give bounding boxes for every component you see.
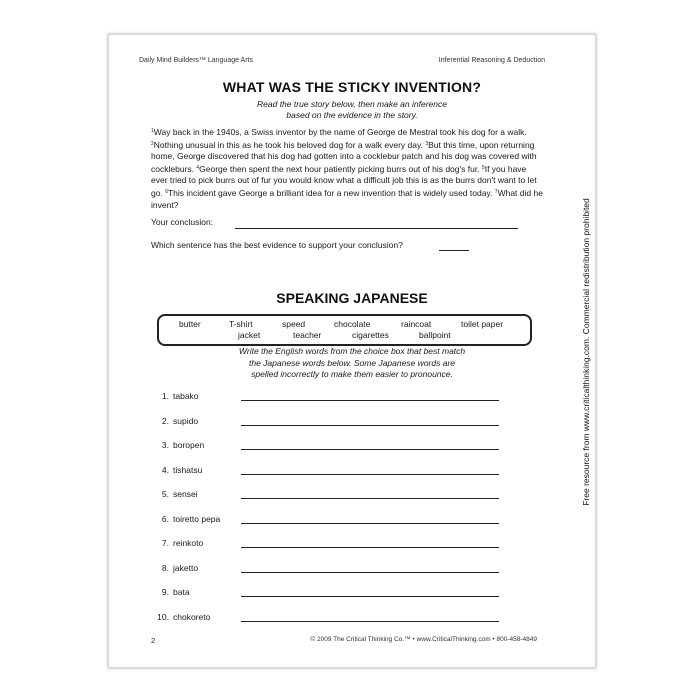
answer-line[interactable] — [241, 425, 499, 426]
story-sentence: This incident gave George a brilliant idea for a new invention that is widely used today. — [167, 187, 495, 198]
sentence-number: 3 — [425, 140, 429, 147]
japanese-word: jaketto — [173, 562, 199, 573]
answer-line[interactable] — [241, 596, 499, 597]
evidence-answer-line[interactable] — [439, 250, 469, 251]
answer-line[interactable] — [241, 474, 499, 475]
japanese-instructions — [109, 346, 595, 381]
sticky-invention-instructions — [109, 99, 595, 121]
list-item — [153, 587, 190, 597]
list-item — [153, 416, 198, 426]
choice-word: chocolate — [334, 319, 371, 329]
choice-word: toilet paper — [461, 319, 504, 329]
japanese-word: supido — [173, 415, 199, 426]
choice-word: butter — [179, 319, 201, 329]
answer-line[interactable] — [241, 621, 499, 622]
item-number: 3. — [161, 440, 169, 450]
instruction-line: Read the true story below, then make an inference — [257, 99, 447, 109]
list-item — [153, 489, 198, 499]
header-left: Daily Mind Builders™ Language Arts — [139, 57, 254, 64]
choice-box — [157, 314, 532, 346]
japanese-word: chokoreto — [173, 611, 211, 622]
sentence-number: 4 — [196, 164, 200, 171]
choice-word: cigarettes — [352, 330, 389, 340]
story-paragraph — [151, 126, 544, 211]
japanese-word: tabako — [173, 391, 199, 401]
choice-word: T-shirt — [229, 319, 253, 329]
conclusion-label: Your conclusion: — [151, 217, 214, 227]
redistribution-notice: Free resource from www.criticalthinking.com. Commercial redistribution prohibited — [581, 198, 591, 506]
item-number: 8. — [161, 562, 169, 573]
answer-line[interactable] — [241, 498, 499, 499]
instruction-line: the Japanese words below. Some Japanese words are — [248, 357, 455, 368]
worksheet-page — [108, 34, 596, 668]
choice-word: raincoat — [401, 319, 432, 329]
story-sentence: If you have ever tried to pick burrs out of fur you would know what a difficult job this is as the burrs don't want to let go. — [151, 163, 537, 198]
story-sentence: What did he invent? — [151, 187, 543, 210]
list-item — [153, 514, 220, 524]
list-item — [153, 612, 210, 622]
sentence-number: 6 — [165, 188, 168, 195]
list-item — [153, 440, 204, 450]
sticky-invention-title: WHAT WAS THE STICKY INVENTION? — [222, 79, 482, 95]
choice-word: jacket — [238, 330, 261, 340]
answer-line[interactable] — [241, 400, 499, 401]
japanese-word: boropen — [173, 440, 205, 450]
item-number: 2. — [161, 415, 169, 426]
story-sentence: But this time, upon returning home, George discovered that his dog had gotten into a cocklebur patch and his dog was covered with cockleburs. — [151, 139, 537, 174]
list-item — [153, 538, 203, 548]
choice-word: speed — [282, 319, 306, 329]
sentence-number: 1 — [151, 128, 154, 134]
item-number: 4. — [161, 464, 169, 475]
story-sentence: Way back in the 1940s, a Swiss inventor by the name of George de Mestral took his dog for a walk. — [153, 127, 527, 137]
item-number: 1. — [161, 391, 169, 401]
instruction-line: Write the English words from the choice box that best match — [238, 346, 466, 356]
sentence-number: 5 — [481, 164, 485, 171]
choice-word: ballpoint — [419, 330, 451, 340]
copyright-footer: © 2009 The Critical Thinking Co.™ • www.CriticalThinking.com • 800-458-4849 — [310, 636, 537, 643]
japanese-word: bata — [173, 587, 190, 597]
instruction-line: based on the evidence in the story. — [286, 110, 418, 120]
evidence-question: Which sentence has the best evidence to support your conclusion? — [151, 240, 403, 250]
sentence-number: 2 — [151, 140, 154, 147]
sentence-number: 7 — [494, 188, 498, 195]
page-number: 2 — [151, 636, 156, 645]
japanese-word: reinkoto — [173, 538, 204, 548]
instruction-line: spelled incorrectly to make them easier to pronounce. — [251, 369, 453, 379]
answer-line[interactable] — [241, 547, 499, 548]
answer-line[interactable] — [241, 572, 499, 573]
item-number: 10. — [157, 611, 169, 622]
list-item — [153, 391, 199, 401]
speaking-japanese-title: SPEAKING JAPANESE — [276, 290, 428, 306]
header-right: Inferential Reasoning & Deduction — [438, 57, 545, 64]
conclusion-answer-line[interactable] — [235, 228, 518, 229]
item-number: 5. — [161, 489, 169, 499]
answer-line[interactable] — [241, 523, 499, 524]
japanese-word: tishatsu — [173, 464, 203, 475]
list-item — [153, 563, 198, 573]
answer-line[interactable] — [241, 449, 499, 450]
japanese-word: toiretto pepa — [173, 513, 221, 524]
item-number: 9. — [161, 587, 169, 597]
item-number: 6. — [161, 513, 169, 524]
item-number: 7. — [161, 538, 169, 548]
list-item — [153, 465, 202, 475]
choice-word: teacher — [293, 330, 322, 340]
story-sentence: Nothing unusual in this as he took his beloved dog for a walk every day. — [153, 139, 426, 150]
story-sentence: George then spent the next hour patiently picking burrs out of his dog's fur. — [199, 163, 482, 174]
japanese-word: sensei — [173, 489, 198, 499]
